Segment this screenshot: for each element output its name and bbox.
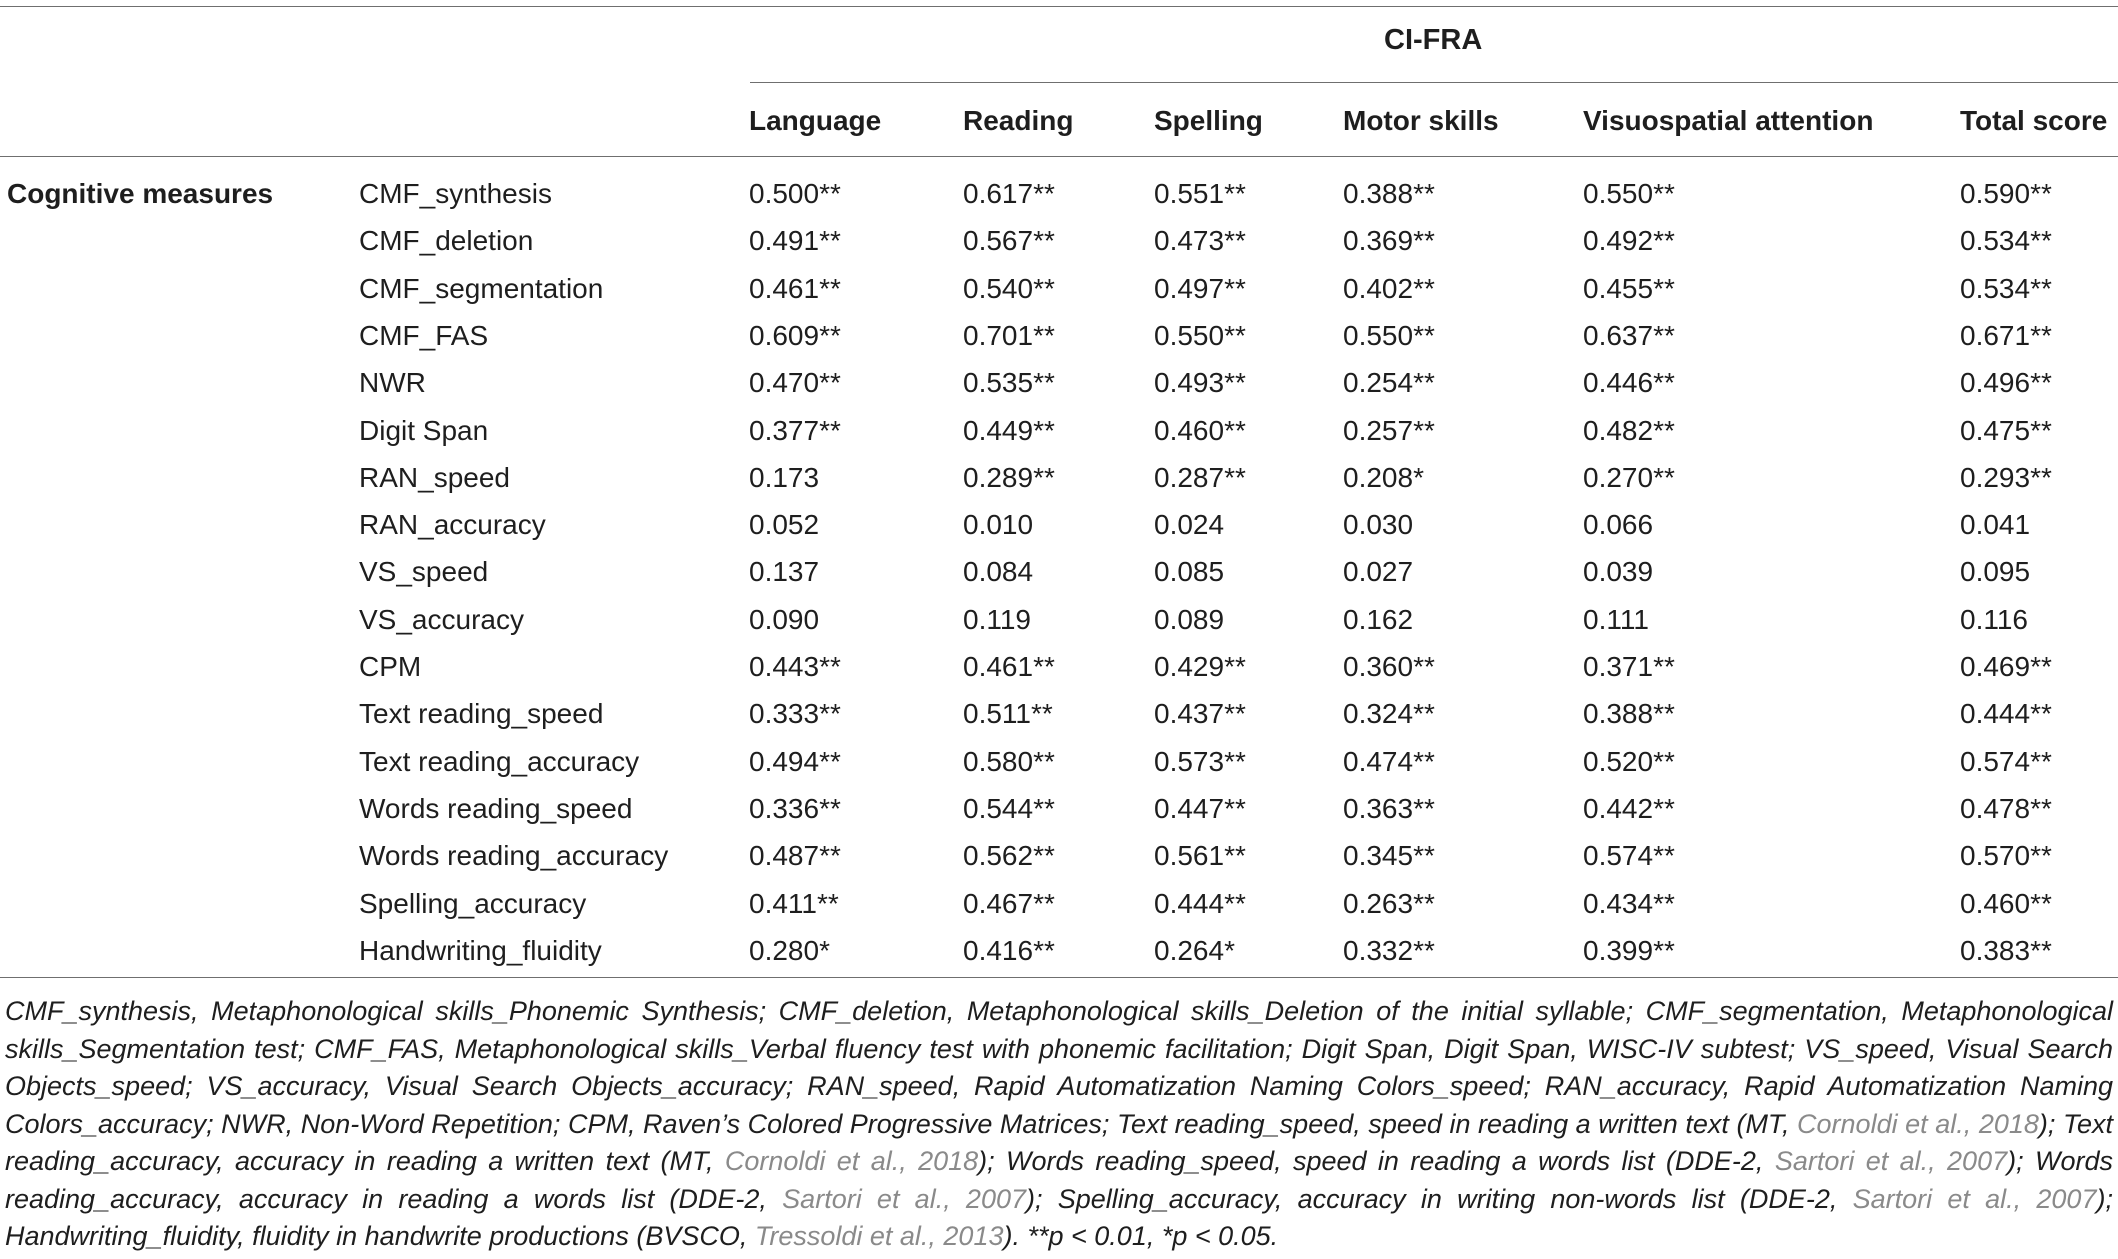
correlation-value: 0.024 [1154, 509, 1225, 540]
measure-name: Handwriting_fluidity [359, 935, 602, 966]
correlation-value: 0.263** [1343, 888, 1435, 919]
measure-name: RAN_speed [359, 462, 510, 493]
citation-link[interactable]: Tressoldi et al., 2013 [754, 1221, 1004, 1251]
table-bottom-rule [0, 977, 2118, 978]
correlation-value: 0.637** [1583, 320, 1675, 351]
correlation-value: 0.469** [1960, 651, 2052, 682]
correlation-value: 0.095 [1960, 556, 2031, 587]
correlation-value: 0.416** [963, 935, 1055, 966]
correlation-value: 0.369** [1343, 225, 1435, 256]
correlation-value: 0.085 [1154, 556, 1225, 587]
correlation-value: 0.562** [963, 840, 1055, 871]
correlation-value: 0.363** [1343, 793, 1435, 824]
citation-link[interactable]: Cornoldi et al., 2018 [724, 1146, 979, 1176]
correlation-value: 0.550** [1154, 320, 1246, 351]
correlation-value: 0.482** [1583, 415, 1675, 446]
correlation-value: 0.052 [749, 509, 820, 540]
footnote-text: ); Spelling_accuracy, accuracy in writing non-words list (DDE-2, [1026, 1183, 1853, 1214]
measure-name: Digit Span [359, 415, 489, 446]
correlation-value: 0.324** [1343, 698, 1435, 729]
column-header: Language [749, 105, 882, 136]
correlation-value: 0.461** [749, 273, 841, 304]
correlation-value: 0.574** [1583, 840, 1675, 871]
correlation-value: 0.280* [749, 935, 830, 966]
column-header: Visuospatial attention [1583, 105, 1874, 136]
correlation-value: 0.444** [1960, 698, 2052, 729]
table-top-rule [0, 6, 2118, 7]
correlation-value: 0.089 [1154, 604, 1225, 635]
correlation-value: 0.534** [1960, 225, 2052, 256]
correlation-value: 0.446** [1583, 367, 1675, 398]
correlation-value: 0.544** [963, 793, 1055, 824]
correlation-value: 0.550** [1583, 178, 1675, 209]
correlation-value: 0.437** [1154, 698, 1246, 729]
correlation-value: 0.388** [1343, 178, 1435, 209]
footnote-text: ); Words reading_speed, speed in reading a words list (DDE-2, [978, 1146, 1775, 1176]
correlation-value: 0.491** [749, 225, 841, 256]
correlation-value: 0.487** [749, 840, 841, 871]
citation-link[interactable]: Sartori et al., 2007 [1852, 1183, 2097, 1214]
correlation-value: 0.590** [1960, 178, 2052, 209]
correlation-value: 0.429** [1154, 651, 1246, 682]
correlation-value: 0.383** [1960, 935, 2052, 966]
correlation-value: 0.030 [1343, 509, 1414, 540]
correlation-value: 0.289** [963, 462, 1055, 493]
correlation-value: 0.027 [1343, 556, 1414, 587]
measure-name: VS_accuracy [359, 604, 524, 635]
column-header: Motor skills [1343, 105, 1499, 136]
correlation-value: 0.475** [1960, 415, 2052, 446]
correlation-value: 0.460** [1154, 415, 1246, 446]
correlation-value: 0.336** [749, 793, 841, 824]
correlation-value: 0.345** [1343, 840, 1435, 871]
footnote-text: ); Words reading_accuracy, accuracy in reading a words list (DDE-2, [5, 1146, 2113, 1214]
correlation-value: 0.496** [1960, 367, 2052, 398]
measure-name: Text reading_accuracy [359, 746, 640, 777]
measure-name: CMF_deletion [359, 225, 534, 256]
correlation-value: 0.497** [1154, 273, 1246, 304]
footnote-text: ); Handwriting_fluidity, fluidity in handwrite productions (BVSCO, [5, 1183, 2113, 1251]
correlation-value: 0.264* [1154, 935, 1235, 966]
correlation-value: 0.010 [963, 509, 1034, 540]
correlation-value: 0.287** [1154, 462, 1246, 493]
correlation-value: 0.116 [1960, 604, 2028, 635]
correlation-value: 0.561** [1154, 840, 1246, 871]
correlation-value: 0.473** [1154, 225, 1246, 256]
correlation-value: 0.377** [749, 415, 841, 446]
citation-link[interactable]: Sartori et al., 2007 [1774, 1146, 2008, 1176]
footnote-text: CMF_synthesis, Metaphonological skills_Phonemic Synthesis; CMF_deletion, Metaphonological skills_Deletion of the initial syllable; CMF_segmentation, Metaphonological skills_Segmentation test; CMF_FAS, Metaphonological skills_Verbal fluency test with phonemic facilitation; Digit Span, Digit Span, WISC-IV subtest; VS_speed, Visual Search Objects_speed; VS_accuracy, Visual Search Objects_accuracy; RAN_speed, Rapid Automatization Naming Colors_speed; RAN_accuracy, Rapid Automatization Naming Colors_accuracy; NWR, Non-Word Repetition; CPM, Raven’s Colored Progressive Matrices; Text reading_speed, speed in reading a written text (MT, [5, 996, 2113, 1139]
correlation-value: 0.535** [963, 367, 1055, 398]
correlation-value: 0.360** [1343, 651, 1435, 682]
correlation-value: 0.493** [1154, 367, 1246, 398]
citation-link[interactable]: Cornoldi et al., 2018 [1797, 1108, 2039, 1139]
measure-name: RAN_accuracy [359, 509, 546, 540]
correlation-value: 0.474** [1343, 746, 1435, 777]
header-bottom-rule [0, 156, 2118, 157]
correlation-value: 0.066 [1583, 509, 1654, 540]
footnote-text: ); Text reading_accuracy, accuracy in reading a written text (MT, [5, 1108, 2114, 1176]
correlation-value: 0.455** [1583, 273, 1675, 304]
correlation-value: 0.567** [963, 225, 1055, 256]
measure-name: Words reading_speed [359, 793, 633, 824]
row-group-label: Cognitive measures [7, 178, 274, 209]
correlation-value: 0.162 [1343, 604, 1414, 635]
correlation-value: 0.540** [963, 273, 1055, 304]
correlation-value: 0.411** [749, 888, 839, 919]
footnote-text: ). **p < 0.01, *p < 0.05. [1003, 1221, 1279, 1251]
group-header-ci-fra: CI-FRA [1384, 24, 1483, 56]
correlation-value: 0.701** [963, 320, 1055, 351]
correlation-value: 0.447** [1154, 793, 1246, 824]
correlation-value: 0.333** [749, 698, 841, 729]
correlation-value: 0.500** [749, 178, 841, 209]
correlation-value: 0.573** [1154, 746, 1246, 777]
correlation-value: 0.084 [963, 556, 1034, 587]
measure-name: CMF_FAS [359, 320, 489, 351]
correlation-value: 0.492** [1583, 225, 1675, 256]
correlation-value: 0.293** [1960, 462, 2052, 493]
correlation-value: 0.609** [749, 320, 841, 351]
correlation-value: 0.494** [749, 746, 841, 777]
measure-name: Words reading_accuracy [359, 840, 669, 871]
correlation-value: 0.520** [1583, 746, 1675, 777]
correlation-value: 0.399** [1583, 935, 1675, 966]
correlation-value: 0.119 [963, 604, 1031, 635]
correlation-value: 0.041 [1960, 509, 2031, 540]
correlation-value: 0.478** [1960, 793, 2052, 824]
correlation-value: 0.208* [1343, 462, 1424, 493]
correlation-value: 0.444** [1154, 888, 1246, 919]
correlation-value: 0.090 [749, 604, 820, 635]
table-footnote [5, 993, 2113, 1256]
measure-name: CMF_segmentation [359, 273, 604, 304]
correlation-value: 0.534** [1960, 273, 2052, 304]
measure-name: Spelling_accuracy [359, 888, 587, 919]
citation-link[interactable]: Sartori et al., 2007 [782, 1183, 1026, 1214]
measure-name: NWR [359, 367, 426, 398]
correlation-value: 0.402** [1343, 273, 1435, 304]
correlation-value: 0.388** [1583, 698, 1675, 729]
correlation-value: 0.449** [963, 415, 1055, 446]
correlation-value: 0.434** [1583, 888, 1675, 919]
correlation-value: 0.574** [1960, 746, 2052, 777]
correlation-value: 0.617** [963, 178, 1055, 209]
measure-name: CPM [359, 651, 422, 682]
correlation-value: 0.442** [1583, 793, 1675, 824]
correlation-value: 0.270** [1583, 462, 1675, 493]
measure-name: VS_speed [359, 556, 489, 587]
correlation-value: 0.460** [1960, 888, 2052, 919]
correlation-value: 0.671** [1960, 320, 2052, 351]
column-header: Total score [1960, 105, 2108, 136]
column-header: Reading [963, 105, 1074, 136]
correlation-value: 0.467** [963, 888, 1055, 919]
correlation-value: 0.511** [963, 698, 1053, 729]
correlation-value: 0.443** [749, 651, 841, 682]
correlation-value: 0.137 [749, 556, 820, 587]
group-header-rule [750, 82, 2118, 83]
correlation-value: 0.254** [1343, 367, 1435, 398]
correlation-value: 0.257** [1343, 415, 1435, 446]
column-header: Spelling [1154, 105, 1263, 136]
correlation-value: 0.111 [1583, 604, 1649, 635]
measure-name: Text reading_speed [359, 698, 604, 729]
correlation-value: 0.550** [1343, 320, 1435, 351]
correlation-value: 0.580** [963, 746, 1055, 777]
correlation-value: 0.461** [963, 651, 1055, 682]
correlation-value: 0.470** [749, 367, 841, 398]
correlation-value: 0.371** [1583, 651, 1675, 682]
correlation-value: 0.551** [1154, 178, 1246, 209]
correlation-value: 0.173 [749, 462, 820, 493]
measure-name: CMF_synthesis [359, 178, 552, 209]
correlation-value: 0.570** [1960, 840, 2052, 871]
correlation-value: 0.332** [1343, 935, 1435, 966]
correlation-value: 0.039 [1583, 556, 1654, 587]
